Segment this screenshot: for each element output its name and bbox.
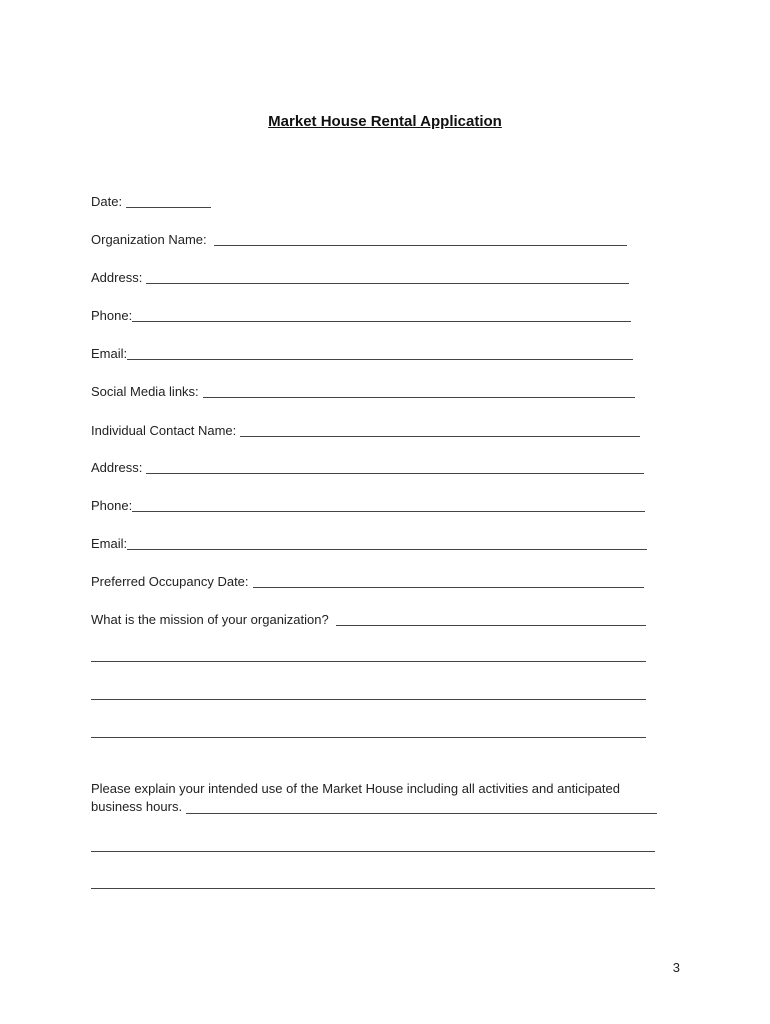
intended-use-row2 (91, 798, 657, 816)
org-address-input[interactable] (146, 269, 629, 284)
intended-use-answer-line[interactable] (91, 888, 655, 889)
mission-answer-line[interactable] (91, 699, 646, 700)
intended-use-text-line2: business hours. (91, 799, 183, 814)
organization-name-label: Organization Name: (91, 232, 207, 247)
contact-address-label: Address: (91, 460, 143, 475)
intended-use-input[interactable] (186, 799, 657, 814)
date-label: Date: (91, 194, 123, 209)
intended-use-question (91, 780, 657, 816)
mission-input[interactable] (336, 611, 646, 626)
contact-email-field (91, 534, 647, 552)
contact-phone-input[interactable] (132, 497, 645, 512)
org-email-input[interactable] (127, 345, 633, 360)
contact-name-label: Individual Contact Name: (91, 423, 237, 438)
page-number: 3 (672, 960, 680, 975)
mission-field (91, 610, 646, 628)
org-phone-field (91, 306, 631, 324)
social-media-label: Social Media links: (91, 384, 199, 399)
contact-phone-field (91, 496, 645, 514)
occupancy-date-label: Preferred Occupancy Date: (91, 574, 249, 589)
contact-phone-label: Phone: (91, 498, 133, 513)
date-input[interactable] (126, 193, 211, 208)
mission-answer-line[interactable] (91, 737, 646, 738)
org-address-label: Address: (91, 270, 143, 285)
mission-label: What is the mission of your organization? (91, 612, 329, 627)
occupancy-date-input[interactable] (253, 573, 644, 588)
contact-address-field (91, 458, 644, 476)
social-media-field (91, 382, 635, 400)
org-email-field (91, 344, 633, 362)
contact-name-field (91, 421, 640, 439)
intended-use-answer-line[interactable] (91, 851, 655, 852)
intended-use-text-line1: Please explain your intended use of the Market House including all activities and anticipated (91, 781, 620, 796)
mission-answer-line[interactable] (91, 661, 646, 662)
contact-address-input[interactable] (146, 459, 644, 474)
org-phone-input[interactable] (132, 307, 631, 322)
contact-name-input[interactable] (240, 422, 640, 437)
organization-name-input[interactable] (214, 231, 627, 246)
occupancy-date-field (91, 572, 644, 590)
social-media-input[interactable] (203, 383, 635, 398)
page-title: Market House Rental Application (268, 113, 502, 130)
date-field (91, 192, 211, 210)
org-address-field (91, 268, 629, 286)
org-phone-label: Phone: (91, 308, 133, 323)
organization-name-field (91, 230, 627, 248)
contact-email-label: Email: (91, 536, 128, 551)
contact-email-input[interactable] (127, 535, 647, 550)
org-email-label: Email: (91, 346, 128, 361)
